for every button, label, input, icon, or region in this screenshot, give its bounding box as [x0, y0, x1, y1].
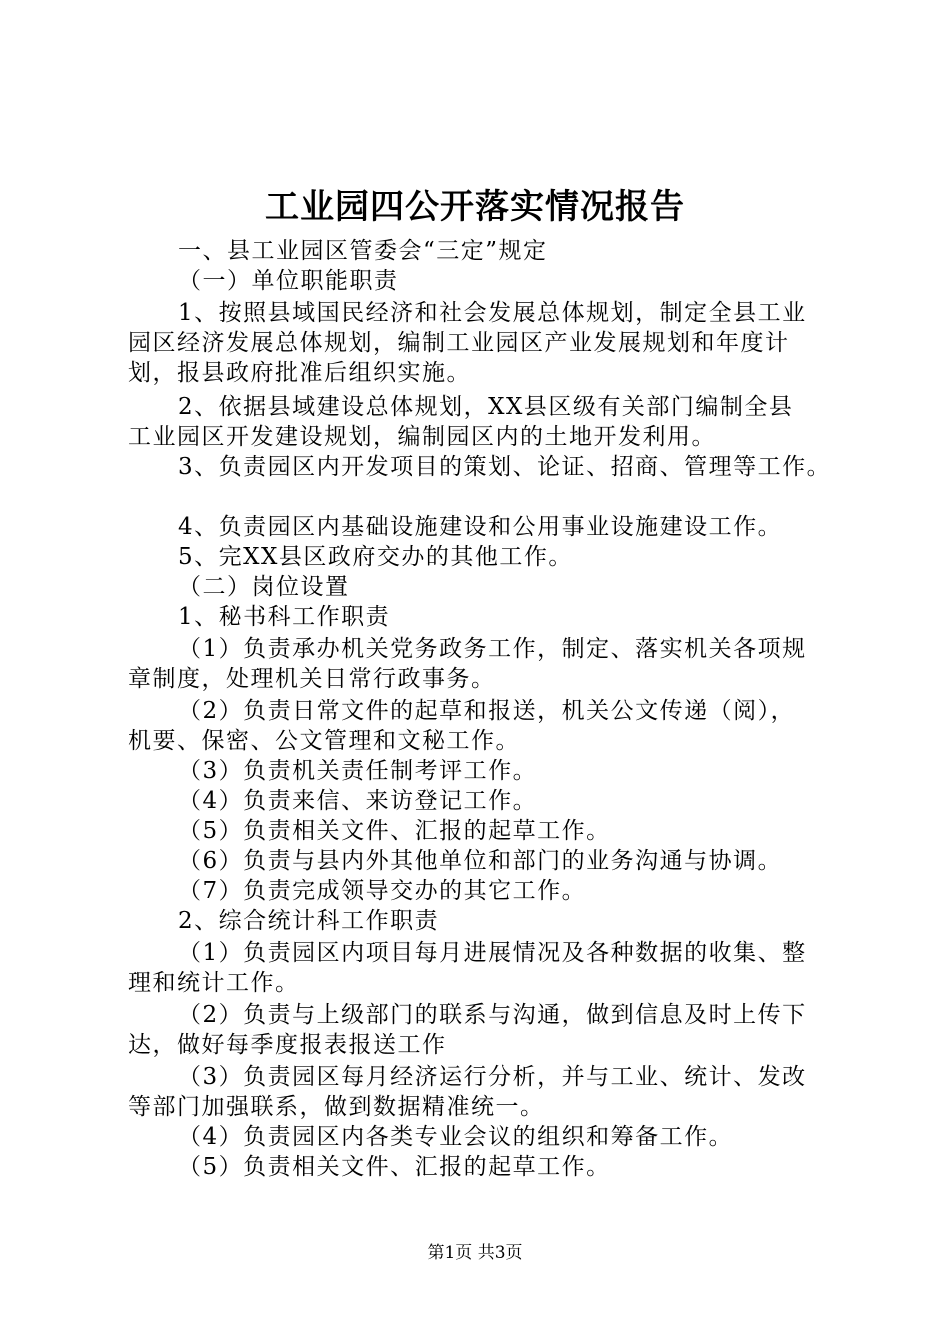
- paragraph-line: 达，做好每季度报表报送工作: [128, 1032, 447, 1058]
- paragraph-line: （4）负责来信、来访登记工作。: [178, 788, 538, 814]
- paragraph-line: 理和统计工作。: [128, 970, 300, 996]
- paragraph-line: （7）负责完成领导交办的其它工作。: [178, 878, 587, 904]
- subsection-heading: （二）岗位设置: [178, 574, 350, 600]
- paragraph-line: （6）负责与县内外其他单位和部门的业务沟通与协调。: [178, 848, 783, 874]
- subsection-heading: （一）单位职能职责: [178, 268, 399, 294]
- paragraph-line: 3、负责园区内开发项目的策划、论证、招商、管理等工作。: [178, 454, 832, 480]
- section-heading: 一、县工业园区管委会“三定”规定: [178, 238, 548, 264]
- paragraph-line: 1、按照县域国民经济和社会发展总体规划，制定全县工业: [178, 300, 807, 326]
- paragraph-line: 2、依据县域建设总体规划，XX县区级有关部门编制全县: [178, 394, 794, 420]
- paragraph-line: （1）负责承办机关党务政务工作，制定、落实机关各项规: [178, 636, 807, 662]
- paragraph-line: （2）负责日常文件的起草和报送，机关公文传递（阅），: [178, 698, 796, 724]
- paragraph-line: （5）负责相关文件、汇报的起草工作。: [178, 1154, 611, 1180]
- paragraph-line: 5、完XX县区政府交办的其他工作。: [178, 544, 573, 570]
- paragraph-line: 园区经济发展总体规划，编制工业园区产业发展规划和年度计: [128, 330, 790, 356]
- paragraph-line: 划，报县政府批准后组织实施。: [128, 360, 471, 386]
- page-footer: 第1页 共3页: [427, 1243, 523, 1263]
- paragraph-line: 机要、保密、公文管理和文秘工作。: [128, 728, 520, 754]
- paragraph-line: （3）负责园区每月经济运行分析，并与工业、统计、发改: [178, 1064, 807, 1090]
- paragraph-line: （2）负责与上级部门的联系与沟通，做到信息及时上传下: [178, 1002, 807, 1028]
- paragraph-line: （1）负责园区内项目每月进展情况及各种数据的收集、整: [178, 940, 807, 966]
- paragraph-line: 工业园区开发建设规划，编制园区内的土地开发利用。: [128, 424, 716, 450]
- paragraph-line: （5）负责相关文件、汇报的起草工作。: [178, 818, 611, 844]
- document-title: 工业园四公开落实情况报告: [265, 187, 685, 227]
- item-heading: 2、综合统计科工作职责: [178, 908, 440, 934]
- paragraph-line: 4、负责园区内基础设施建设和公用事业设施建设工作。: [178, 514, 783, 540]
- item-heading: 1、秘书科工作职责: [178, 604, 391, 630]
- paragraph-line: 等部门加强联系，做到数据精准统一。: [128, 1094, 545, 1120]
- paragraph-line: （3）负责机关责任制考评工作。: [178, 758, 538, 784]
- paragraph-line: 章制度，处理机关日常行政事务。: [128, 666, 496, 692]
- paragraph-line: （4）负责园区内各类专业会议的组织和筹备工作。: [178, 1124, 734, 1150]
